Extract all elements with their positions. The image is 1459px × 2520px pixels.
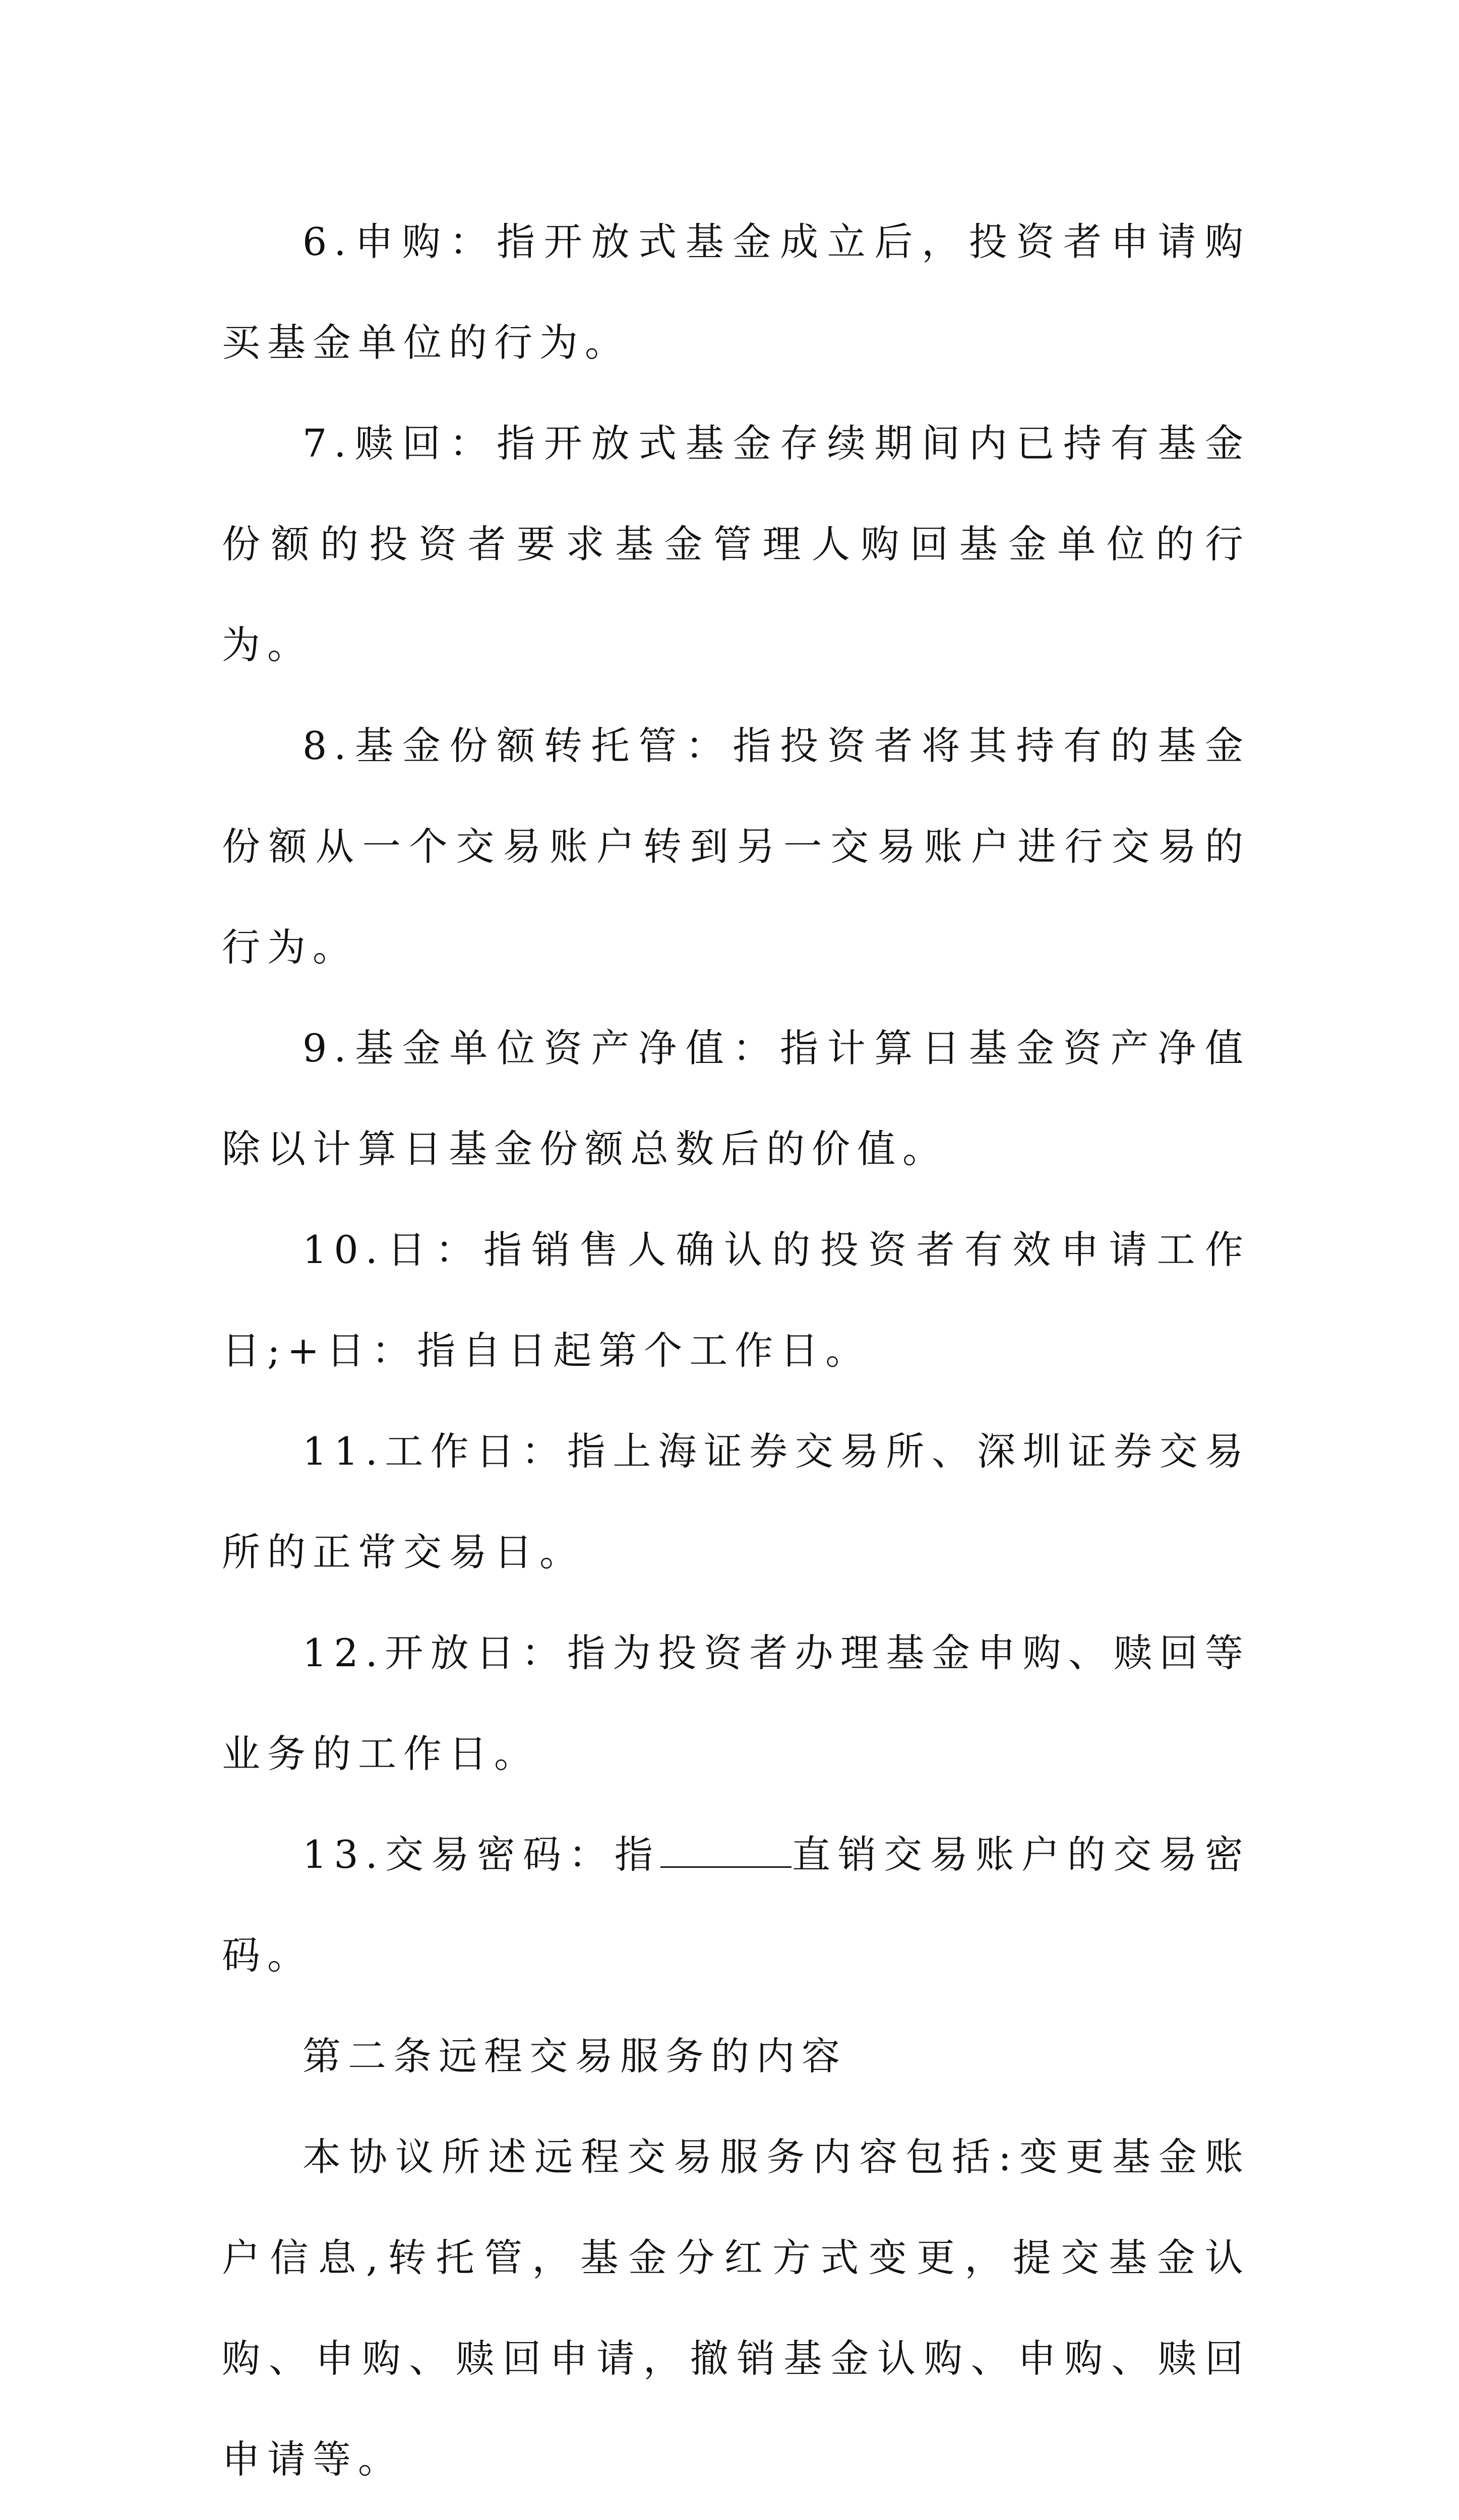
definition-10-day: 10.日：指销售人确认的投资者有效申请工作日;+日：指自日起第个工作日。 bbox=[222, 1227, 1250, 1373]
definition-9-net-asset-value: 9.基金单位资产净值：指计算日基金资产净值除以计算日基金份额总数后的价值。 bbox=[222, 1026, 1250, 1171]
blank-underline bbox=[660, 1836, 792, 1868]
section-2-heading: 第二条远程交易服务的内容 bbox=[302, 2034, 847, 2078]
definition-11-working-day: 11.工作日：指上海证券交易所、深圳证券交易所的正常交易日。 bbox=[222, 1429, 1250, 1574]
item13-suffix: 直销交易账户的交易密码。 bbox=[222, 1832, 1250, 1978]
definition-6-subscription: 6.申购：指开放式基金成立后，投资者申请购买基金单位的行为。 bbox=[222, 219, 1250, 365]
definition-12-open-day: 12.开放日：指为投资者办理基金申购、赎回等业务的工作日。 bbox=[222, 1630, 1250, 1776]
definition-7-redemption: 7.赎回：指开放式基金存续期间内已持有基金份额的投资者要求基金管理人购回基金单位的行为。 bbox=[222, 421, 1250, 667]
definition-8-custody-transfer: 8.基金份额转托管：指投资者将其持有的基金份额从一个交易账户转到另一交易账户进行交易的行为。 bbox=[222, 723, 1250, 970]
definition-13-trade-password bbox=[222, 1804, 1250, 2006]
document-page bbox=[222, 192, 1250, 2520]
item13-prefix: 13.交易密码：指 bbox=[302, 1832, 660, 1877]
section-3-heading bbox=[222, 2510, 1250, 2520]
section-2-body: 本协议所述远程交易服务内容包括:变更基金账户信息,转托管，基金分红方式变更，提交基金认购、申购、赎回申请，撤销基金认购、申购、赎回申请等。 bbox=[222, 2134, 1250, 2482]
